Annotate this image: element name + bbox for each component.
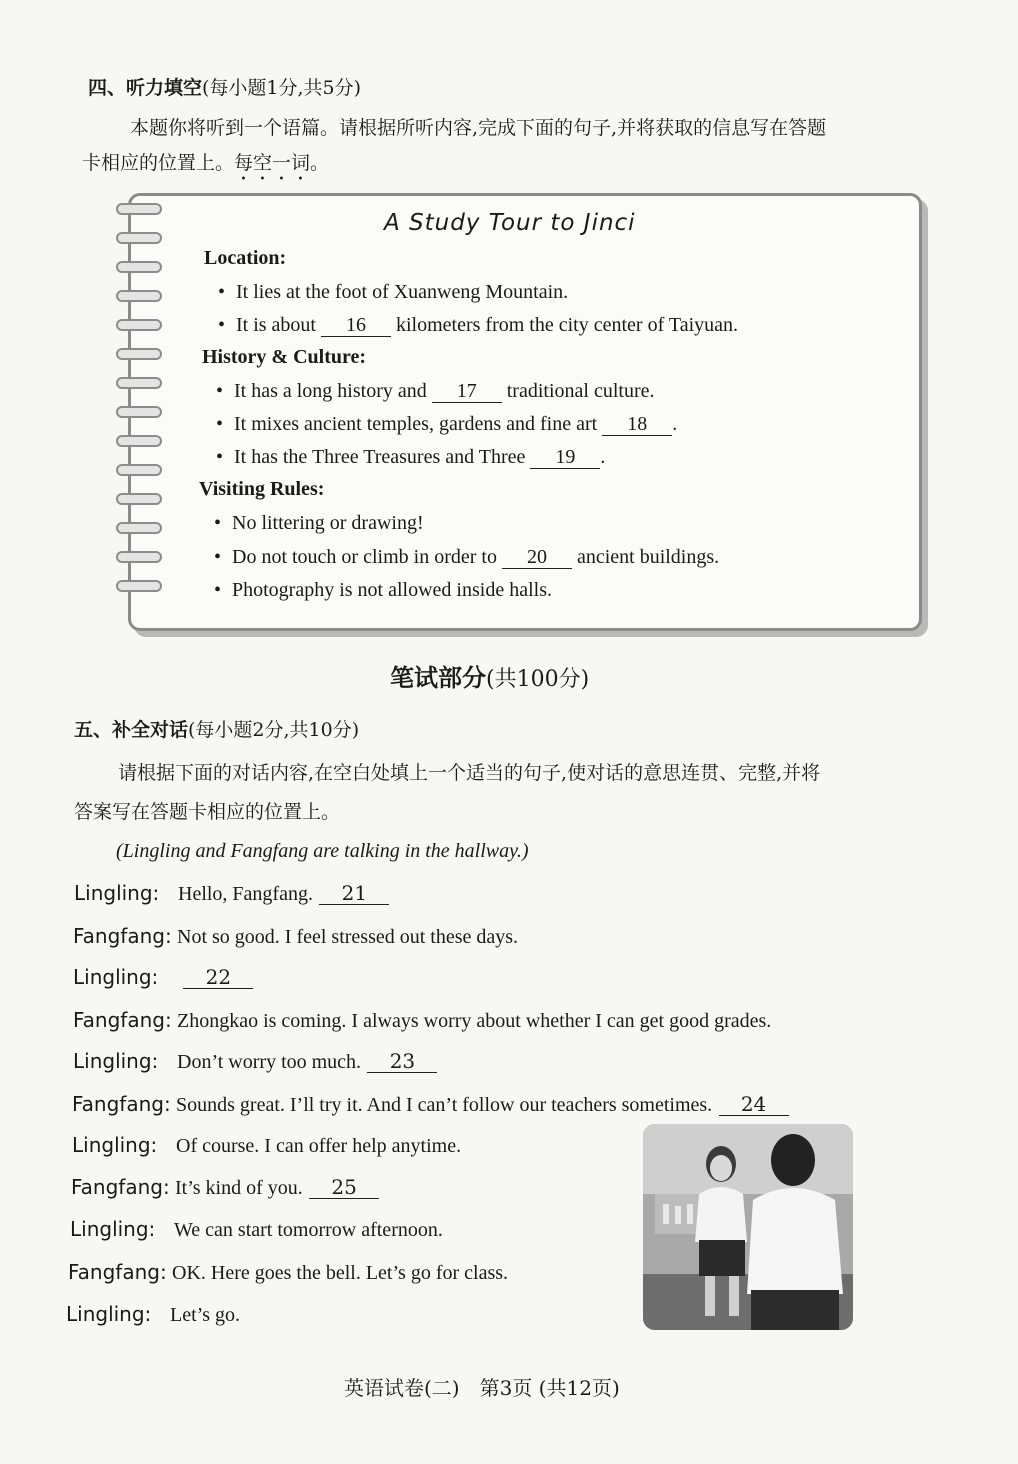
utterance: Zhongkao is coming. I always worry about whether I can get good grades. [177, 1010, 772, 1032]
history-item: • It has a long history and 17 traditional culture. [216, 380, 655, 402]
written-part-title [390, 658, 589, 693]
history-text: It has the Three Treasures and Three [234, 446, 526, 468]
rules-heading: Visiting Rules: [199, 478, 325, 500]
section4-intro-end: 。 [310, 152, 330, 174]
speaker: Fangfang: [73, 1008, 172, 1032]
location-text: kilometers from the city center of Taiyuan. [396, 314, 739, 336]
section5-title: 五、补全对话 [74, 719, 189, 741]
location-text: It is about [236, 314, 316, 336]
ring-icon [116, 580, 162, 592]
section4-intro-line1: 本题你将听到一个语篇。请根据所听内容,完成下面的句子,并将获取的信息写在答题 [130, 117, 827, 139]
dialogue-line [73, 1049, 437, 1074]
speaker: Lingling: [72, 1133, 158, 1157]
section4-intro-line2 [82, 148, 329, 185]
speaker: Fangfang: [68, 1260, 167, 1284]
answer-blank-21: 21 [319, 882, 389, 905]
rules-text: ancient buildings. [576, 546, 720, 568]
utterance: Not so good. I feel stressed out these days. [177, 926, 519, 948]
answer-blank-16: 16 [321, 314, 391, 337]
notebook-rings [116, 203, 166, 613]
dialogue-line [72, 1133, 461, 1158]
history-text: It mixes ancient temples, gardens and fine art [234, 413, 598, 435]
rules-item: • No littering or drawing! [214, 512, 424, 534]
dialogue-line [71, 1175, 379, 1200]
students-photo [643, 1124, 853, 1330]
rules-text: Do not touch or climb in order to [232, 546, 497, 568]
section4-title: 四、听力填空 [88, 77, 203, 99]
dialogue-line [66, 1302, 240, 1327]
section4-note: (每小题1分,共5分) [202, 77, 362, 99]
history-text: . [672, 413, 678, 435]
answer-blank-18: 18 [602, 413, 672, 436]
section5-intro-line1: 请根据下面的对话内容,在空白处填上一个适当的句子,使对话的意思连贯、完整,并将 [118, 762, 821, 784]
written-title: 笔试部分 [390, 664, 486, 692]
answer-blank-19: 19 [530, 446, 600, 469]
ring-icon [116, 435, 162, 447]
dialogue-line [73, 924, 518, 949]
dialogue-scene: (Lingling and Fangfang are talking in the hallway.) [116, 840, 529, 862]
students-illustration [643, 1124, 853, 1330]
ring-icon [116, 232, 162, 244]
answer-blank-25: 25 [309, 1176, 379, 1199]
section5-note: (每小题2分,共10分) [188, 719, 360, 741]
dialogue-line [73, 965, 253, 989]
history-text: . [600, 446, 606, 468]
history-text: It has a long history and [234, 380, 427, 402]
location-heading: Location: [204, 247, 287, 269]
dialogue-line [70, 1217, 443, 1242]
section5-intro-line2: 答案写在答题卡相应的位置上。 [74, 801, 341, 823]
dialogue-line [68, 1260, 508, 1285]
answer-blank-17: 17 [432, 380, 502, 403]
speaker: Fangfang: [72, 1092, 171, 1116]
history-text: traditional culture. [506, 380, 655, 402]
ring-icon [116, 406, 162, 418]
speaker: Lingling: [73, 1049, 159, 1073]
ring-icon [116, 261, 162, 273]
ring-icon [116, 290, 162, 302]
dialogue-line [73, 1008, 771, 1033]
answer-blank-23: 23 [367, 1050, 437, 1073]
location-text: It lies at the foot of Xuanweng Mountain. [236, 281, 569, 303]
history-item: • It has the Three Treasures and Three 19 . [216, 446, 606, 468]
rules-item: • Photography is not allowed inside halls. [214, 579, 552, 601]
ring-icon [116, 464, 162, 476]
answer-blank-24: 24 [719, 1093, 789, 1116]
utterance: We can start tomorrow afternoon. [174, 1219, 443, 1241]
history-heading: History & Culture: [202, 346, 367, 368]
ring-icon [116, 493, 162, 505]
section4-intro-emphasis: 每空一词 [234, 152, 311, 174]
speaker: Lingling: [70, 1217, 156, 1241]
rules-item: • Do not touch or climb in order to 20 ancient buildings. [214, 546, 720, 568]
section4-intro-text: 卡相应的位置上。 [82, 152, 235, 174]
speaker: Fangfang: [71, 1175, 170, 1199]
answer-blank-22: 22 [183, 966, 253, 989]
card-title: A Study Tour to Jinci [384, 210, 636, 236]
ring-icon [116, 377, 162, 389]
location-item: • It lies at the foot of Xuanweng Mountain. [218, 281, 569, 303]
history-item: • It mixes ancient temples, gardens and fine art 18 . [216, 413, 678, 435]
speaker: Lingling: [74, 881, 160, 905]
utterance: Of course. I can offer help anytime. [176, 1135, 462, 1157]
answer-blank-20: 20 [502, 546, 572, 569]
utterance: Hello, Fangfang. [178, 883, 313, 905]
dialogue-line [72, 1092, 789, 1117]
ring-icon [116, 203, 162, 215]
dialogue-line [74, 881, 389, 906]
speaker: Fangfang: [73, 924, 172, 948]
ring-icon [116, 551, 162, 563]
utterance: It’s kind of you. [175, 1177, 303, 1199]
rules-text: No littering or drawing! [232, 512, 424, 534]
ring-icon [116, 319, 162, 331]
speaker: Lingling: [73, 965, 159, 989]
utterance: Sounds great. I’ll try it. And I can’t follow our teachers sometimes. [176, 1094, 713, 1116]
page-footer: 英语试卷(二) 第3页 (共12页) [344, 1376, 620, 1400]
written-note: (共100分) [486, 667, 590, 692]
utterance: Don’t worry too much. [177, 1051, 362, 1073]
rules-text: Photography is not allowed inside halls. [232, 579, 552, 601]
utterance: OK. Here goes the bell. Let’s go for class. [172, 1262, 509, 1284]
section4-heading [88, 73, 361, 100]
utterance: Let’s go. [170, 1304, 240, 1326]
section5-heading [74, 715, 359, 742]
speaker: Lingling: [66, 1302, 152, 1326]
ring-icon [116, 522, 162, 534]
ring-icon [116, 348, 162, 360]
location-item: • It is about 16 kilometers from the city center of Taiyuan. [218, 314, 739, 336]
